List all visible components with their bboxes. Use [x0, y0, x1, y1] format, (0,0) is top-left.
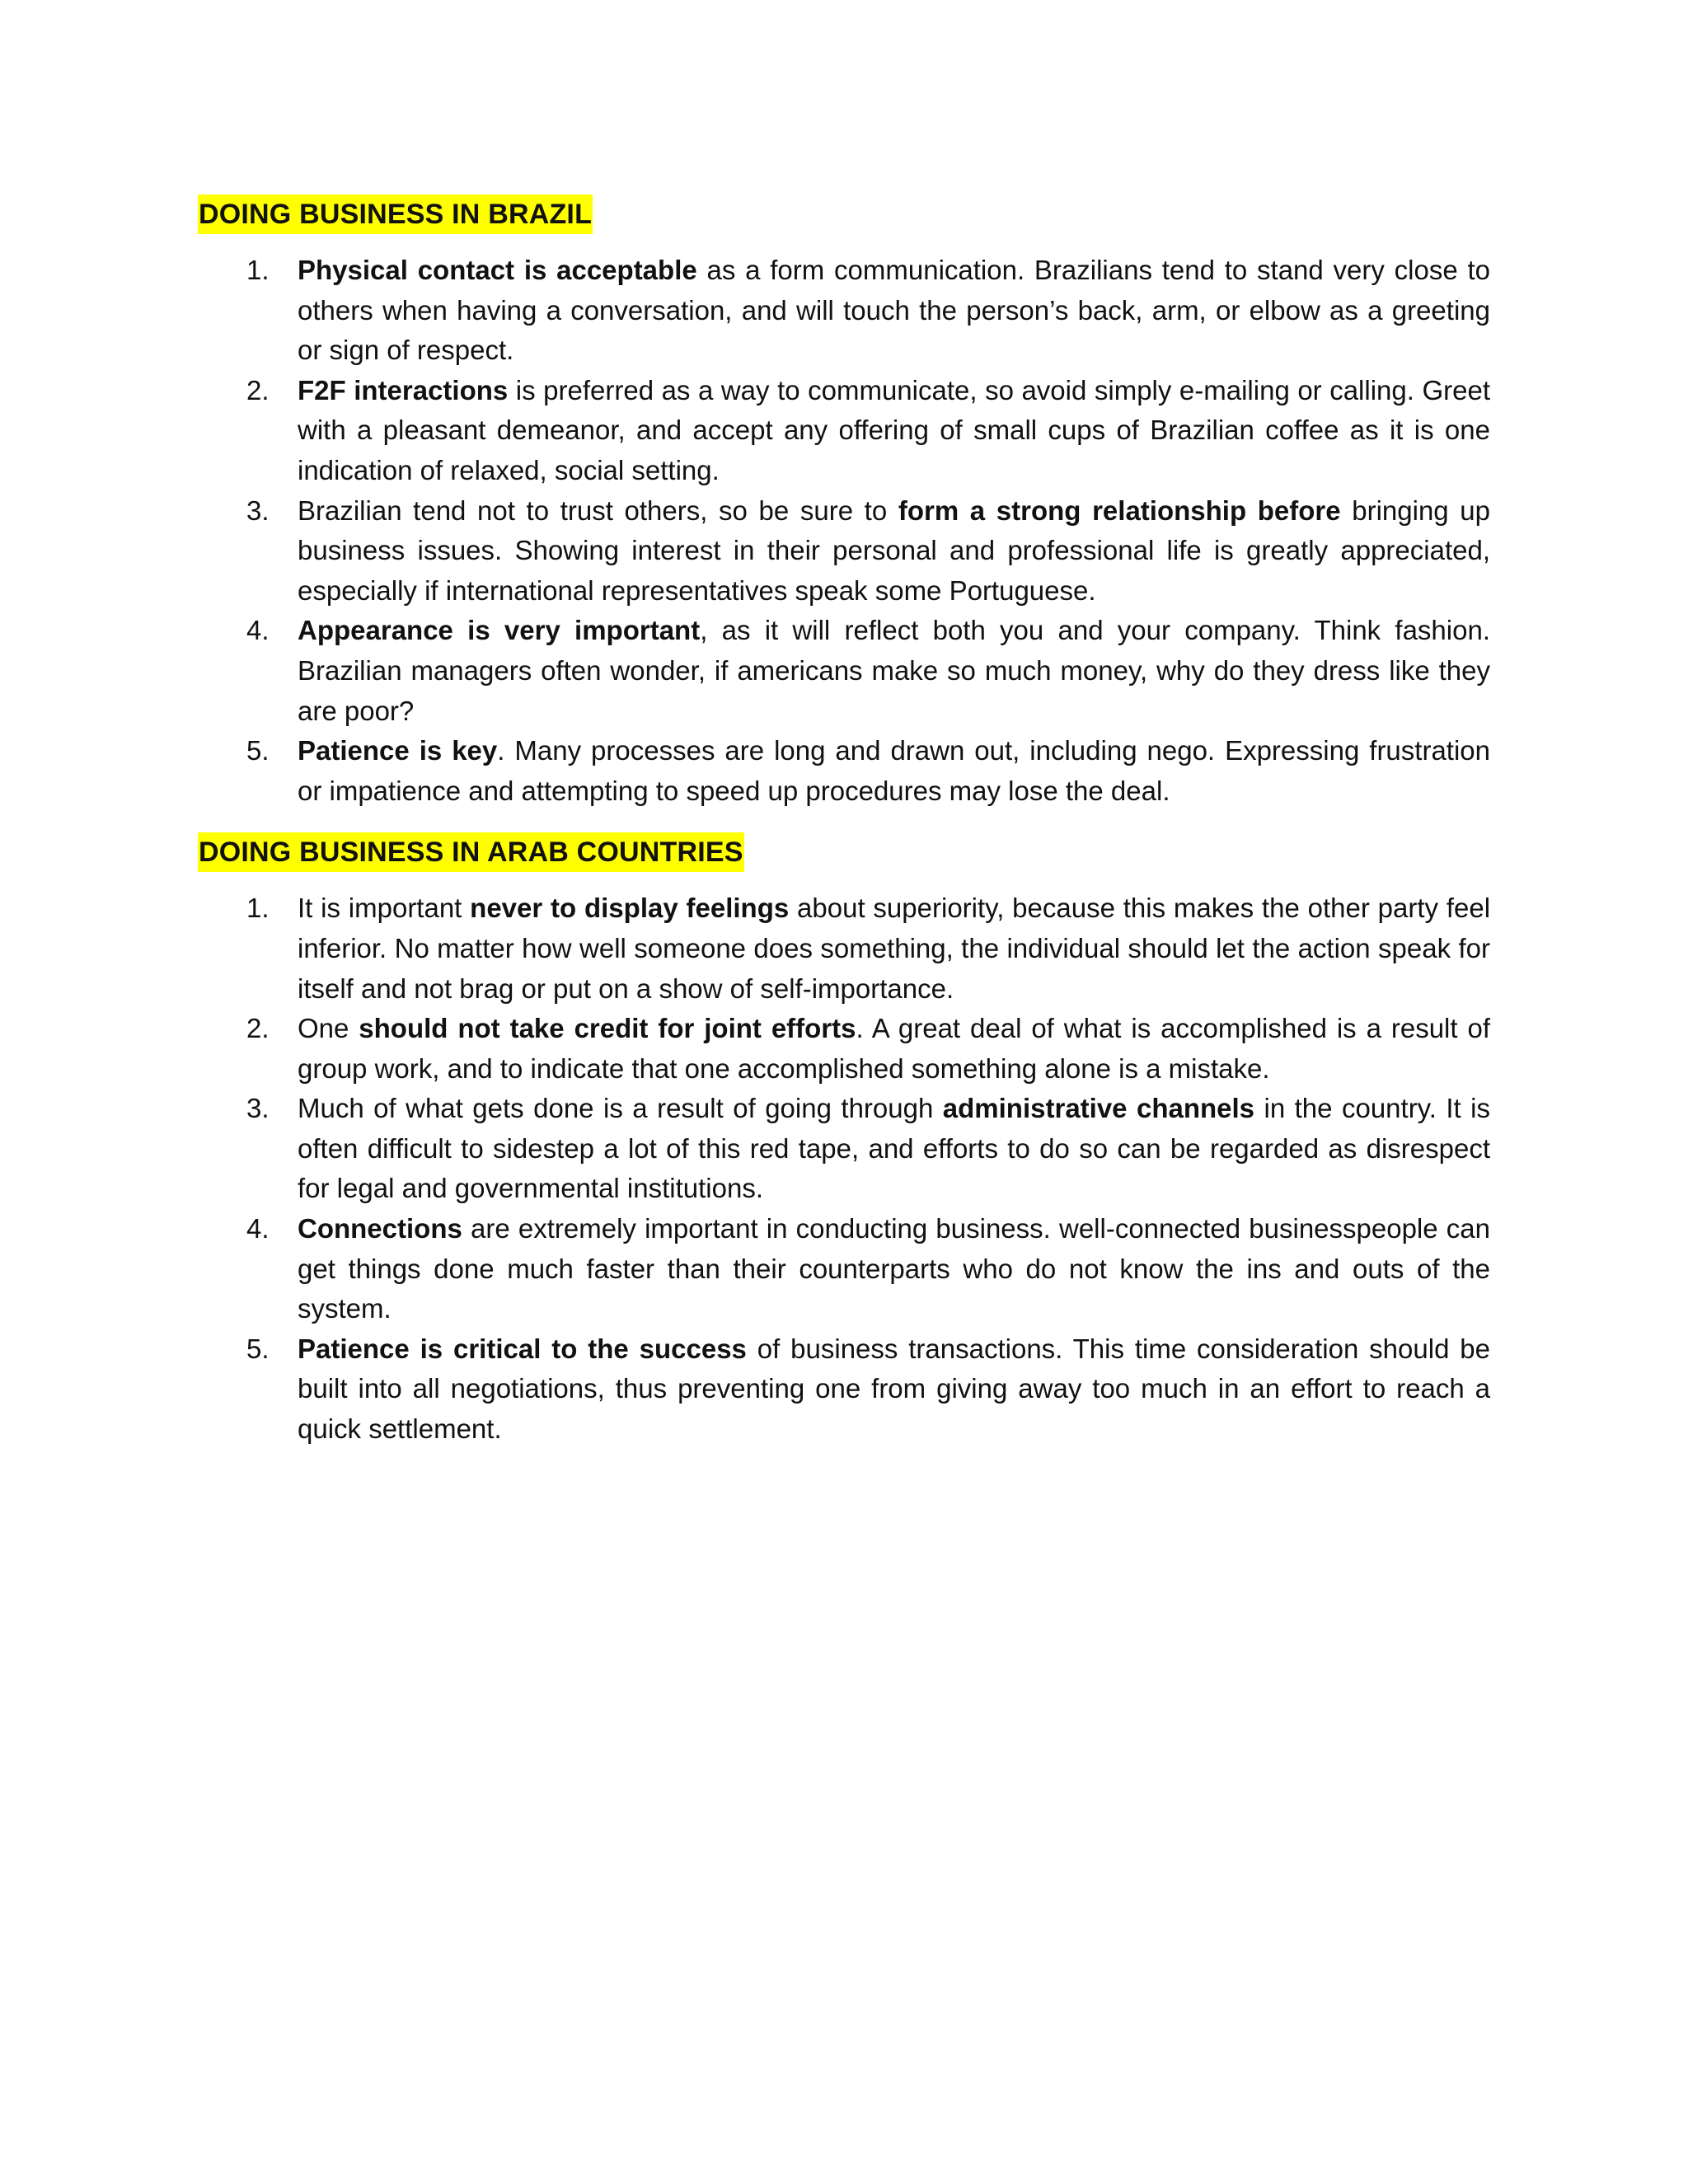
list-item [198, 1009, 1490, 1089]
item-bold-phrase: Connections [298, 1213, 462, 1244]
item-number: 1. [246, 255, 270, 285]
item-text-pre: One [298, 1013, 359, 1044]
item-number: 5. [246, 1333, 270, 1364]
list-item [198, 491, 1490, 612]
list-item [198, 251, 1490, 371]
item-number: 3. [246, 1093, 270, 1124]
item-bold-phrase: Patience is key [298, 735, 498, 766]
item-number: 5. [246, 735, 270, 766]
item-number: 3. [246, 494, 270, 526]
list-item [198, 1329, 1490, 1450]
list-item [198, 731, 1490, 811]
item-bold-phrase: Appearance is very important [298, 615, 701, 646]
item-bold-phrase: form a strong relationship before [898, 494, 1341, 526]
item-text-post: . A great deal of what is accomplished is a result of group work, and to indicate that one accomplished something alone is a mistake. [298, 1013, 1490, 1084]
item-number: 2. [246, 374, 270, 405]
item-bold-phrase: administrative channels [942, 1093, 1255, 1124]
item-bold-phrase: should not take credit for joint efforts [359, 1013, 856, 1044]
numbered-list [198, 251, 1490, 811]
item-bold-phrase: F2F interactions [298, 374, 509, 405]
item-text-post: about superiority, because this makes the other party feel inferior. No matter how well someone does something, the individual should let the action speak for itself and not brag or put on a show of self-importance. [298, 893, 1491, 1004]
section-heading: DOING BUSINESS IN BRAZIL [198, 194, 593, 234]
list-item [198, 611, 1490, 731]
list-item [198, 1089, 1490, 1209]
item-text-post: as a form communication. Brazilians tend to stand very close to others when having a conversation, and will touch the person’s back, arm, or elbow as a greeting or sign of respect. [298, 255, 1490, 366]
item-text-post: in the country. It is often difficult to sidestep a lot of this red tape, and efforts to do so can be regarded as disrespect for legal and governmental institutions. [298, 1093, 1490, 1204]
item-number: 2. [246, 1013, 270, 1044]
document-body [198, 194, 1490, 1450]
item-text-post: . Many processes are long and drawn out, including nego. Expressing frustration or impatience and attempting to speed up procedures may lose the deal. [298, 735, 1490, 806]
item-text-pre: It is important [298, 893, 471, 924]
item-text-post: , as it will reflect both you and your company. Think fashion. Brazilian managers often wonder, if americans make so much money, why do they dress like they are poor? [298, 615, 1490, 726]
item-text-post: of business transactions. This time consideration should be built into all negotiations, thus preventing one from giving away too much in an effort to reach a quick settlement. [298, 1333, 1490, 1445]
item-number: 1. [246, 893, 270, 924]
item-text-pre: Much of what gets done is a result of going through [298, 1093, 943, 1124]
item-text-pre: Brazilian tend not to trust others, so be sure to [298, 494, 898, 526]
item-text-post: bringing up business issues. Showing interest in their personal and professional life is greatly appreciated, especially if international representatives speak some Portuguese. [298, 494, 1490, 606]
item-text-post: is preferred as a way to communicate, so avoid simply e-mailing or calling. Greet with a pleasant demeanor, and accept any offering of small cups of Brazilian coffee as it is one indication of relaxed, social setting. [298, 374, 1490, 485]
item-text-post: are extremely important in conducting business. well-connected businesspeople can get things done much faster than their counterparts who do not know the ins and outs of the system. [298, 1213, 1490, 1324]
item-number: 4. [246, 1213, 270, 1244]
section-heading: DOING BUSINESS IN ARAB COUNTRIES [198, 832, 744, 872]
item-bold-phrase: Patience is critical to the success [298, 1333, 747, 1364]
item-number: 4. [246, 615, 270, 646]
numbered-list [198, 888, 1490, 1449]
list-item [198, 1209, 1490, 1329]
list-item [198, 888, 1490, 1009]
section-arab-countries [198, 832, 1490, 1449]
item-bold-phrase: never to display feelings [470, 893, 790, 924]
section-brazil [198, 194, 1490, 811]
list-item [198, 371, 1490, 491]
item-bold-phrase: Physical contact is acceptable [298, 255, 697, 285]
